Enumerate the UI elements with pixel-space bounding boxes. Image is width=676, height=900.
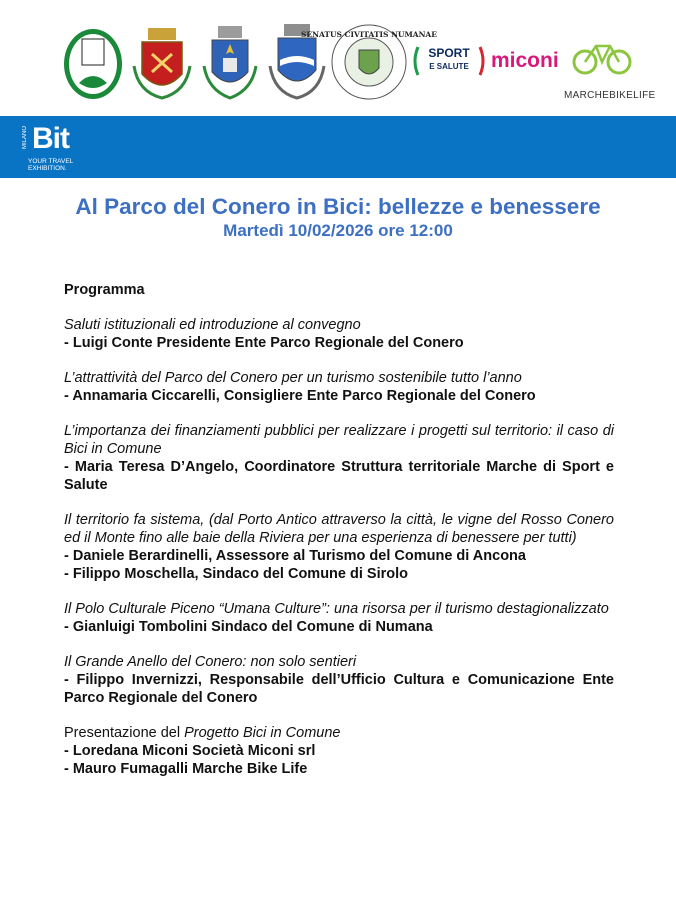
program-item (64, 511, 614, 583)
ancona-crest (128, 26, 196, 102)
sirolo-crest (200, 24, 260, 102)
speaker: - Mauro Fumagalli Marche Bike Life (64, 761, 308, 777)
marche-bike-life-label: MARCHEBIKELIFE (564, 90, 656, 101)
seal-text: SENATUS CIVITATIS NUMANAE (301, 30, 437, 39)
sport-e-salute-logo (412, 43, 486, 79)
item-intro: Il Polo Culturale Piceno “Umana Culture”: una risorsa per il turismo destagionalizzato (64, 601, 609, 617)
program-item (64, 422, 614, 494)
salute-label: E SALUTE (429, 62, 469, 71)
item-intro-project: Progetto Bici in Comune (184, 725, 341, 741)
bike-icon (572, 36, 632, 76)
item-intro: Il territorio fa sistema, (dal Porto Antico attraverso la città, le vigne del Rosso Conero ed il Monte fino alle baie della Riviera per una esperienza di benessere per tutti) (64, 512, 614, 546)
speaker: - Luigi Conte Presidente Ente Parco Regionale del Conero (64, 335, 464, 351)
program-heading: Programma (64, 282, 145, 298)
speaker: - Filippo Moschella, Sindaco del Comune di Sirolo (64, 566, 408, 582)
senatus-seal (301, 22, 437, 102)
bit-tagline-line1: YOUR TRAVEL (28, 158, 74, 165)
program-item (64, 369, 614, 405)
page-title: Al Parco del Conero in Bici: bellezze e benessere (75, 194, 601, 219)
bit-logo: Bit (32, 122, 69, 155)
speaker: - Daniele Berardinelli, Assessore al Turismo del Comune di Ancona (64, 548, 526, 564)
program (64, 281, 614, 795)
program-item (64, 724, 614, 778)
speaker: - Gianluigi Tombolini Sindaco del Comune di Numana (64, 619, 433, 635)
parco-conero-logo (62, 27, 124, 101)
logo-strip (0, 0, 676, 112)
event-datetime: Martedì 10/02/2026 ore 12:00 (223, 221, 453, 240)
speaker: - Annamaria Ciccarelli, Consigliere Ente Parco Regionale del Conero (64, 388, 536, 404)
item-intro: L’attrattività del Parco del Conero per un turismo sostenibile tutto l’anno (64, 370, 522, 386)
bit-banner (0, 116, 676, 178)
program-item (64, 653, 614, 707)
miconi-logo: miconi (491, 49, 559, 72)
bit-tagline-line2: EXHIBITION. (28, 165, 67, 172)
item-intro-plain: Presentazione del (64, 725, 185, 741)
program-item (64, 316, 614, 352)
item-intro: Il Grande Anello del Conero: non solo sentieri (64, 654, 357, 670)
bit-tagline (28, 158, 73, 172)
speaker: - Maria Teresa D’Angelo, Coordinatore Struttura territoriale Marche di Sport e Salute (64, 459, 614, 493)
item-intro: L’importanza dei finanziamenti pubblici per realizzare i progetti sul territorio: il caso di Bici in Comune (64, 423, 614, 457)
program-item (64, 600, 614, 636)
item-intro: Saluti istituzionali ed introduzione al convegno (64, 317, 361, 333)
bit-side-label: MILANO (22, 126, 28, 150)
speaker: - Loredana Miconi Società Miconi srl (64, 743, 316, 759)
speaker: - Filippo Invernizzi, Responsabile dell’Ufficio Cultura e Comunicazione Ente Parco Regionale del Conero (64, 672, 614, 706)
sport-label: SPORT (428, 46, 470, 60)
item-intro (64, 724, 614, 742)
